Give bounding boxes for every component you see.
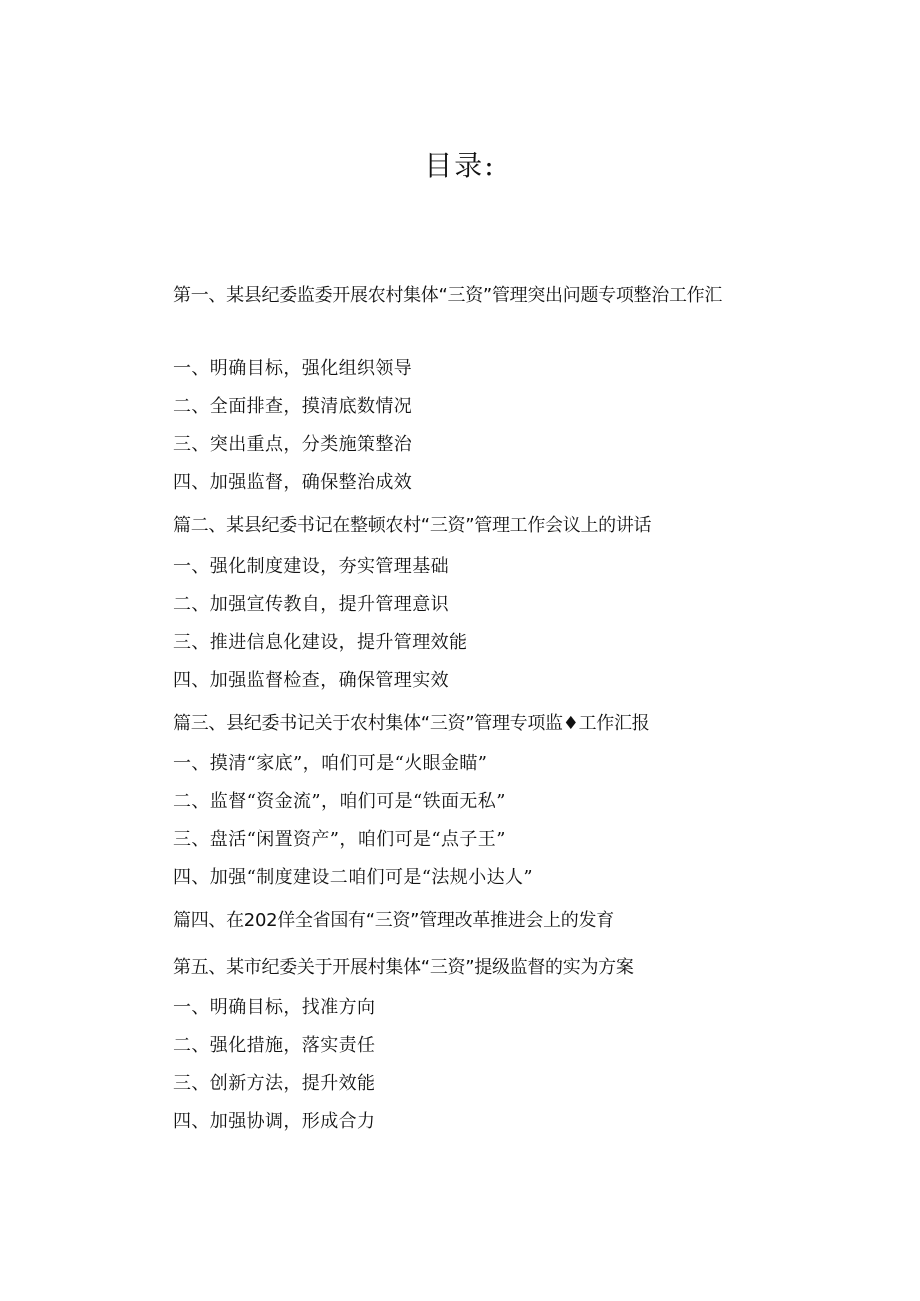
toc-item: 四、加强“制度建设二咱们可是“法规小达人”: [173, 867, 534, 888]
toc-item: 一、明确目标，强化组织领导: [173, 358, 413, 379]
toc-item: 一、摸清“家底”，咱们可是“火眼金瞄”: [173, 753, 488, 774]
toc-item: 一、强化制度建设，夯实管理基础: [173, 556, 449, 577]
toc-item: 四、加强监督检查，确保管理实效: [173, 670, 449, 691]
toc-item: 四、加强协调，形成合力: [173, 1111, 376, 1132]
toc-item: 一、明确目标，找准方向: [173, 997, 376, 1018]
section-heading-2: 篇二、某县纪委书记在整顿农村“三资”管理工作会议上的讲话: [173, 515, 652, 536]
page-title: 目录:: [424, 149, 496, 182]
section-heading-1: 第一、某县纪委监委开展农村集体“三资”管理突出问题专项整治工作汇: [173, 285, 723, 306]
section-heading-5: 第五、某市纪委关于开展村集体“三资”提级监督的实为方案: [173, 957, 634, 978]
toc-item: 三、盘活“闲置资产”，咱们可是“点子王”: [173, 829, 506, 850]
toc-item: 三、推进信息化建设，提升管理效能: [173, 632, 468, 653]
toc-item: 二、强化措施，落实责任: [173, 1035, 376, 1056]
toc-item: 二、监督“资金流”，咱们可是“铁面无私”: [173, 791, 506, 812]
toc-item: 二、加强宣传教自，提升管理意识: [173, 594, 449, 615]
section-heading-3: 篇三、县纪委书记关于农村集体“三资”管理专项监♦工作汇报: [173, 713, 650, 734]
toc-item: 四、加强监督，确保整治成效: [173, 472, 413, 493]
toc-item: 二、全面排查，摸清底数情况: [173, 396, 413, 417]
toc-item: 三、突出重点，分类施策整治: [173, 434, 413, 455]
section-heading-4: 篇四、在202佯全省国有“三资”管理改革推进会上的发育: [173, 910, 614, 931]
toc-item: 三、创新方法，提升效能: [173, 1073, 376, 1094]
